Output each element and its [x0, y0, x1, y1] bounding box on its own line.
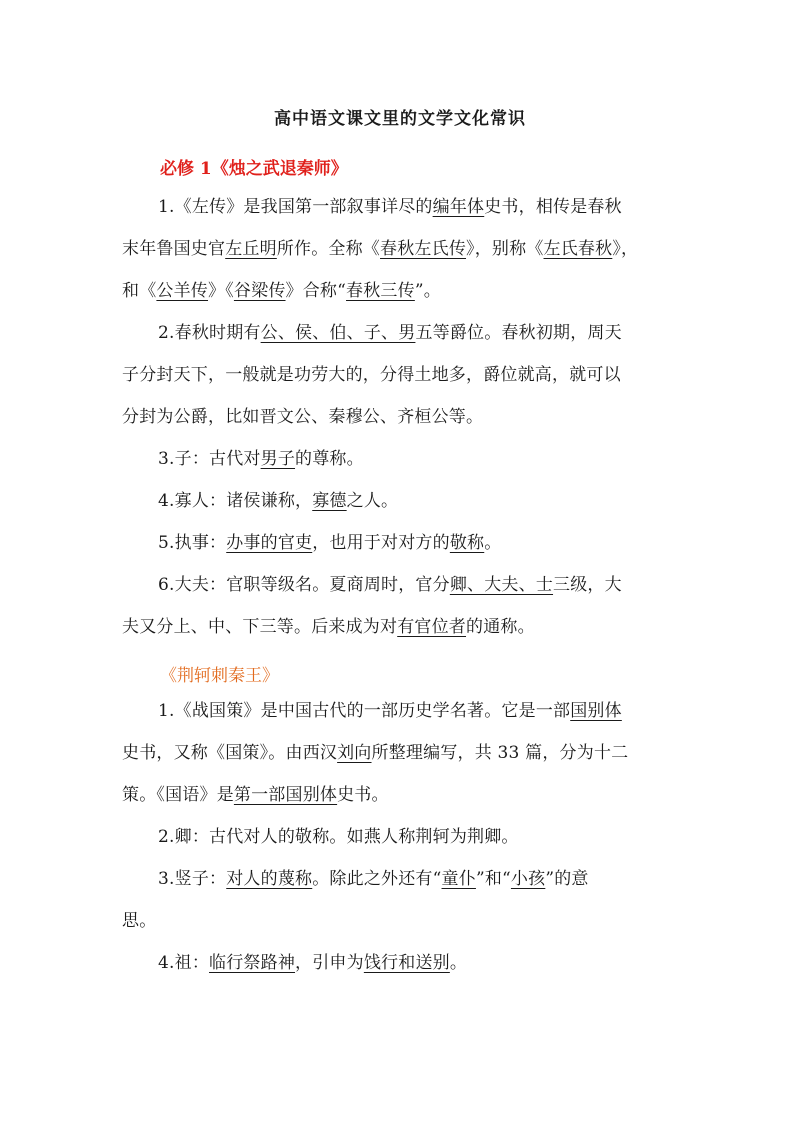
underlined-term: 临行祭路神: [209, 953, 296, 973]
text-line: 分封为公爵，比如晋文公、秦穆公、齐桓公等。: [122, 407, 484, 427]
underlined-term: 编年体: [432, 197, 485, 217]
text-line: [122, 564, 692, 606]
text-run: 之人。: [346, 491, 399, 511]
text-run: 史书，相传是春秋: [484, 197, 622, 217]
section-heading-zhuzhiwu: 必修 1《烛之武退秦师》: [160, 159, 348, 179]
text-run: 策。《国语》是: [122, 785, 234, 805]
text-line: [122, 690, 692, 732]
text-run: 五等爵位。春秋初期，周天: [415, 323, 622, 343]
underlined-term: 公、侯、伯、子、男: [260, 323, 416, 343]
underlined-term: 刘向: [337, 743, 372, 763]
text-line: [122, 858, 692, 900]
paragraph-jue-wei: [122, 312, 692, 438]
page-title: 高中语文课文里的文学文化常识: [274, 109, 526, 129]
paragraph-zu: [122, 942, 692, 984]
text-run: 夫又分上、中、下三等。后来成为对: [122, 617, 398, 637]
text-run: 末年鲁国史官: [122, 239, 226, 259]
text-line: [122, 732, 692, 774]
text-run: 史书，又称《国策》。由西汉: [122, 743, 338, 763]
text-line: [122, 438, 692, 480]
text-run: 。: [484, 533, 502, 553]
text-run: 。除此之外还有“: [312, 869, 442, 889]
text-line: [122, 774, 692, 816]
text-line: [122, 522, 692, 564]
underlined-term: 小孩: [510, 869, 546, 889]
underlined-term: 左丘明: [225, 239, 277, 259]
text-run: 》，: [612, 239, 639, 259]
text-run: 的尊称。: [295, 449, 364, 469]
text-line: [122, 942, 692, 984]
text-run: 1.《战国策》是中国古代的一部历史学名著。它是一部: [158, 701, 571, 721]
underlined-term: 对人的蔑称: [226, 869, 313, 889]
text-run: ，引申为: [295, 953, 364, 973]
text-line: 子分封天下，一般就是功劳大的，分得土地多，爵位就高，就可以: [122, 365, 621, 385]
underlined-term: 有官位者: [397, 617, 467, 637]
text-run: 1.《左传》是我国第一部叙事详尽的: [158, 197, 433, 217]
paragraph-zhishi: [122, 522, 692, 564]
underlined-term: 敬称: [449, 533, 485, 553]
text-line: [122, 312, 692, 354]
text-run: 6.大夫：官职等级名。夏商周时，官分: [158, 575, 450, 595]
text-line: [122, 228, 692, 270]
text-run: 。: [449, 953, 468, 973]
text-run: 三级，大: [553, 575, 622, 595]
paragraph-dafu: [122, 564, 692, 648]
text-run: 和《: [122, 281, 157, 301]
text-run: 5.执事：: [158, 533, 227, 553]
text-run: 3.子：古代对: [158, 449, 261, 469]
paragraph-shuzi: [122, 858, 692, 942]
text-line: [122, 186, 692, 228]
underlined-term: 左氏春秋: [543, 239, 613, 259]
text-line: 思。: [122, 911, 157, 931]
underlined-term: 男子: [260, 449, 296, 469]
underlined-term: 寡德: [312, 491, 347, 511]
text-run: 所整理编写，共 33 篇，分为十二: [371, 743, 629, 763]
text-line: 2.卿：古代对人的敬称。如燕人称荆轲为荆卿。: [158, 827, 519, 847]
underlined-term: 谷梁传: [233, 281, 286, 301]
text-line: [122, 270, 692, 312]
text-run: 》《: [208, 281, 234, 301]
text-run: 3.竖子：: [158, 869, 227, 889]
text-run: 》合称“: [285, 281, 347, 301]
text-line: [122, 480, 692, 522]
text-run: 2.春秋时期有: [158, 323, 261, 343]
section-heading-jingke: 《荆轲刺秦王》: [160, 666, 279, 686]
text-run: 的通称。: [466, 617, 535, 637]
underlined-term: 公羊传: [156, 281, 209, 301]
underlined-term: 办事的官吏: [226, 533, 313, 553]
paragraph-zi: [122, 438, 692, 480]
text-run: ”。: [414, 281, 441, 301]
paragraph-guaren: [122, 480, 692, 522]
text-run: 所作。全称《: [276, 239, 381, 259]
text-run: ”的意: [545, 869, 589, 889]
paragraph-qing: [122, 816, 692, 858]
underlined-term: 饯行和送别: [363, 953, 450, 973]
text-run: 4.祖：: [158, 953, 210, 973]
underlined-term: 童仆: [441, 869, 476, 889]
text-line: [122, 606, 692, 648]
paragraph-zhanguoce: [122, 690, 692, 816]
text-run: ”和“: [475, 869, 511, 889]
text-run: ，也用于对对方的: [312, 533, 450, 553]
underlined-term: 卿、大夫、士: [449, 575, 554, 595]
underlined-term: 春秋三传: [346, 281, 415, 301]
underlined-term: 第一部国别体: [233, 785, 338, 805]
text-run: 》，别称《: [466, 239, 544, 259]
paragraph-zuozhuan: [122, 186, 692, 312]
underlined-term: 春秋左氏传: [380, 239, 467, 259]
text-run: 4.寡人：诸侯谦称，: [158, 491, 313, 511]
underlined-term: 国别体: [570, 701, 622, 721]
text-run: 史书。: [337, 785, 389, 805]
